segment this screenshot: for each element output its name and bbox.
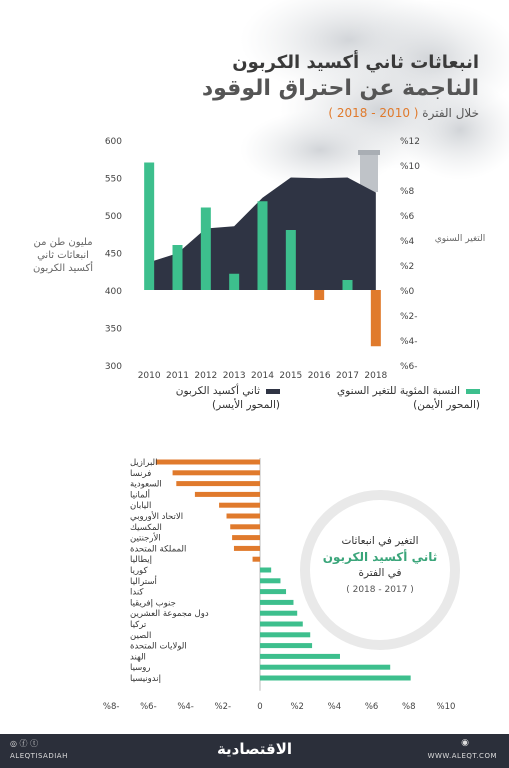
right-axis-caption: التغير السنوي (434, 234, 486, 244)
x-tick-label: %4 (327, 701, 342, 712)
country-label: كوريا (130, 566, 148, 576)
country-label: فرنسا (130, 468, 152, 479)
y-left-tick-label: 450 (104, 249, 122, 260)
y-left-tick-label: 300 (104, 362, 122, 372)
country-label: جنوب إفريقيا (130, 598, 176, 609)
y-left-tick-label: 550 (104, 174, 122, 185)
y-left-tick-label: 350 (104, 324, 122, 335)
y-left-tick-label: 400 (104, 287, 122, 297)
brand-logo: الاقتصادية (216, 740, 293, 758)
x-tick-label: %8- (102, 701, 120, 712)
country-change-bar (219, 503, 260, 508)
country-label: روسيا (130, 663, 151, 674)
legend-co2: ثاني أكسيد الكربون (المحور الأيسر) (175, 385, 280, 411)
dark-swatch-icon (266, 389, 280, 394)
web-icon: ◉ (461, 738, 469, 748)
country-label: الأرجنتين (130, 533, 161, 544)
y-left-tick-label: 600 (104, 137, 122, 147)
x-tick-label: 2017 (336, 371, 359, 381)
social-handle[interactable]: ALEQTISADIAH (10, 752, 68, 760)
y-right-tick-label: %10 (400, 162, 421, 172)
country-change-bar (260, 643, 312, 648)
country-change-bar (260, 611, 297, 616)
country-label: دول مجموعة العشرين (130, 609, 209, 620)
x-tick-label: 2011 (166, 371, 189, 381)
country-label: ألمانيا (130, 490, 150, 501)
main-title-line1: انبعاثات ثاني أكسيد الكربون (232, 52, 479, 73)
period-range: ( 2010 - 2018 ) (328, 106, 419, 120)
country-change-bar (173, 470, 260, 475)
country-label: المملكة المتحدة (130, 544, 187, 555)
country-change-bar (260, 632, 310, 637)
country-label: أستراليا (130, 576, 157, 587)
main-title-line2: الناجمة عن احتراق الوقود (201, 76, 479, 101)
annual-change-bar (201, 208, 211, 291)
country-change-bar (227, 514, 260, 519)
x-tick-label: %4- (177, 701, 194, 712)
y-left-tick-label: 500 (104, 212, 122, 222)
x-tick-label: 2015 (279, 371, 303, 381)
country-label: تركيا (130, 620, 147, 630)
country-change-bar (234, 546, 260, 551)
x-tick-label: %6- (140, 701, 157, 712)
country-label: الاتحاد الأوروبي (130, 512, 184, 522)
x-tick-label: %6 (364, 701, 379, 712)
annual-change-bar (229, 274, 239, 290)
country-label: السعودية (130, 479, 162, 490)
country-change-bar (260, 578, 280, 583)
annual-change-bar (173, 245, 183, 290)
y-right-tick-label: %8 (400, 187, 415, 197)
annual-change-bar (371, 290, 381, 346)
x-tick-label: %2- (214, 701, 232, 712)
country-label: البرازيل (130, 458, 158, 468)
annual-change-bar (286, 230, 296, 290)
y-right-tick-label: %4 (400, 237, 415, 247)
country-label: إندونيسيا (130, 674, 161, 684)
country-change-bar (253, 557, 260, 562)
y-right-tick-label: %4- (400, 337, 418, 347)
y-right-tick-label: %6- (400, 362, 418, 372)
x-tick-label: 2013 (222, 371, 246, 381)
y-right-tick-label: %2- (400, 312, 418, 322)
x-tick-label: 2018 (364, 371, 388, 381)
country-change-bar (260, 600, 293, 605)
country-change-bar (156, 460, 260, 465)
country-label: المكسيك (130, 522, 162, 533)
y-right-tick-label: %6 (400, 212, 415, 222)
change-info-circle: التغير في انبعاثات ثاني أكسيد الكربون في الفترة ( 2017 - 2018 ) (300, 490, 460, 650)
country-change-bar (260, 589, 286, 594)
country-change-bar (260, 654, 340, 659)
country-change-bar (260, 622, 303, 627)
x-tick-label: %10 (436, 701, 456, 712)
annual-change-bar (258, 201, 268, 290)
x-tick-label: %8 (402, 701, 416, 712)
x-tick-label: 2014 (251, 371, 274, 381)
country-change-bar (260, 568, 271, 573)
country-change-bar (176, 481, 260, 486)
country-change-bar (260, 676, 411, 681)
y-right-tick-label: %12 (400, 137, 421, 147)
y-right-tick-label: %0 (400, 287, 415, 297)
footer-bar (0, 734, 509, 768)
country-change-bar (260, 665, 390, 670)
country-change-bar (195, 492, 260, 497)
country-label: كندا (130, 587, 144, 598)
x-tick-label: 2010 (137, 371, 161, 381)
country-label: إيطاليا (130, 555, 153, 566)
country-label: الصين (130, 630, 152, 641)
country-change-bar (232, 535, 260, 540)
period-subtitle: خلال الفترة ( 2010 - 2018 ) (328, 106, 479, 120)
country-change-bar (230, 524, 260, 529)
green-swatch-icon (466, 389, 480, 394)
country-label: الولايات المتحدة (130, 641, 187, 652)
x-tick-label: 2016 (307, 371, 331, 381)
annual-change-bar (314, 290, 324, 300)
annual-change-bar (144, 163, 154, 291)
website-link[interactable]: WWW.ALEQT.COM (427, 752, 497, 760)
annual-change-bar (343, 280, 353, 290)
x-tick-label: 0 (257, 701, 263, 712)
x-tick-label: %2 (290, 701, 304, 712)
social-icons[interactable]: ◎ ⓕ ⓣ (10, 739, 39, 748)
country-label: الهند (130, 652, 146, 663)
country-label: اليابان (130, 501, 152, 512)
x-tick-label: 2012 (194, 371, 218, 381)
legend-annual-change: النسبة المئوية للتغير السنوي (المحور الأيمن) (337, 385, 480, 411)
y-right-tick-label: %2 (400, 262, 415, 272)
left-axis-caption: مليون طن من انبعاثات ثاني أكسيد الكربون (32, 237, 94, 274)
